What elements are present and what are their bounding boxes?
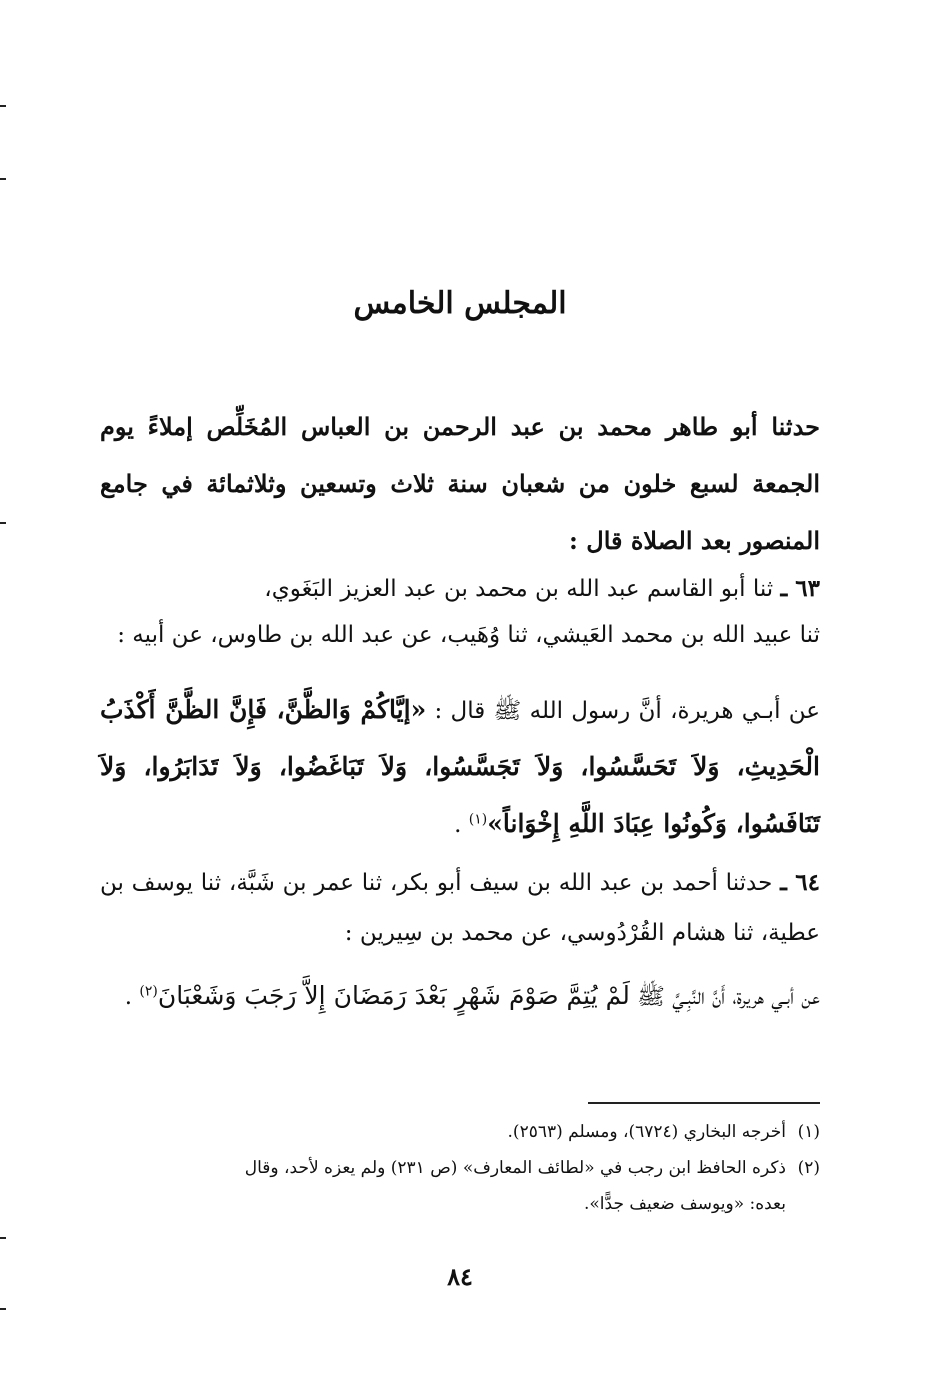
hadith-63-isnad-line2: ثنا عبيد الله بن محمد العَيشي، ثنا وُهَيب، عن عبد الله بن طاوس، عن أبيه : [117,622,820,648]
matn-intro: عن أبـي هريرة، أنَّ رسول الله ﷺ قال : [434,698,820,724]
footnote-number: (١) [797,1122,820,1142]
footnote-ref: (١) [468,811,488,828]
margin-mark [0,178,6,180]
hadith-64-matn [100,968,820,1025]
footnote-ref: (٢) [139,983,158,1000]
hadith-number: ٦٤ ـ [780,869,821,896]
hadith-64-isnad [100,858,820,958]
intro-paragraph: حدثنا أبو طاهر محمد بن عبد الرحمن بن العباس المُخَلِّص إملاءً يوم الجمعة لسبع خلون من شعبان سنة ثلاث وتسعين وثلاثمائة في جامع المنصور بعد الصلاة قال : [100,412,820,555]
footnote-text: أخرجه البخاري (٦٧٢٤)، ومسلم (٢٥٦٣). [507,1122,786,1142]
section-title: المجلس الخامس [353,286,567,321]
footnote-number: (٢) [797,1158,820,1178]
matn-quote: «إيَّاكُمْ وَالظَّنَّ، فَإِنَّ الظَّنَّ أَكْذَبُ الْحَدِيثِ، وَلاَ تَحَسَّسُوا، وَلاَ تَجَسَّسُوا، وَلاَ تَبَاغَضُوا، وَلاَ تَدَابَرُوا، وَلاَ تَنَافَسُوا، وَكُونُوا عِبَادَ اللَّهِ إِخْوَاناً» [100,695,820,838]
matn-quote: لَمْ يُتِمَّ صَوْمَ شَهْرٍ بَعْدَ رَمَضَانَ إِلاَّ رَجَبَ وَشَعْبَانَ [157,981,630,1010]
margin-mark [0,1308,6,1310]
hadith-number: ٦٣ ـ [780,575,820,602]
footnote-divider [588,1102,820,1104]
hadith-63-isnad [100,566,820,658]
footnote-1 [100,1114,820,1150]
matn-intro: عن أبـي هريرة، أَنَّ النَّبِـيَّ ﷺ [637,984,820,1010]
matn-end: . [454,812,469,838]
footnote-2 [100,1150,820,1186]
matn-end: . [124,984,140,1010]
footnotes [100,1114,820,1222]
isnad-text: ثنا أبو القاسم عبد الله بن محمد بن عبد العزيز البَغَوي، [264,576,774,602]
hadith-63-matn [100,682,820,853]
hadith-63-isnad-line1 [100,566,820,612]
page-number: ٨٤ [447,1262,473,1291]
footnote-text: ذكره الحافظ ابن رجب في «لطائف المعارف» (ص ٢٣١) ولم يعزه لأحد، وقال [244,1158,786,1178]
margin-mark [0,105,6,107]
margin-mark [0,522,6,524]
footnote-2-continuation: بعده: «ويوسف ضعيف جدًّا». [584,1194,786,1214]
margin-mark [0,1237,6,1239]
isnad-text: حدثنا أحمد بن عبد الله بن سيف أبو بكر، ثنا عمر بن شَبَّة، ثنا يوسف بن عطية، ثنا هشام القُرْدُوسي، عن محمد بن سِيرين : [100,870,820,946]
